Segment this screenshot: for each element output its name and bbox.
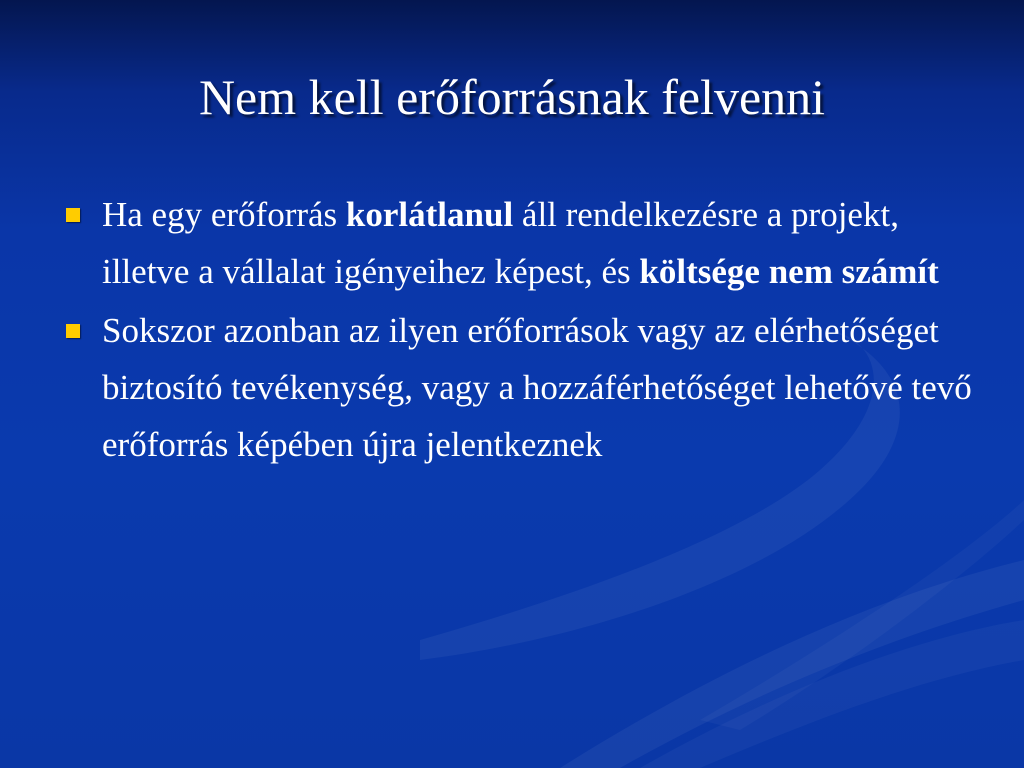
bullet-text-segment: áll rendelkezésre a projekt, illetve a vállalat igényeihez képest, és [102, 195, 899, 291]
square-bullet-icon [66, 208, 80, 222]
square-bullet-icon [66, 324, 80, 338]
bullet-text-segment: Sokszor azonban az ilyen erőforrások vagy az elérhetőséget biztosító tevékenység, vagy a hozzáférhetőséget lehetővé tevő erőforrás képében újra jelentkeznek [102, 311, 972, 464]
bullet-text-bold-segment: korlátlanul [345, 195, 514, 234]
bullet-text-bold-segment: költsége nem számít [639, 252, 939, 291]
bullet-item [60, 302, 980, 473]
bullet-text-segment: Ha egy erőforrás [102, 195, 346, 234]
bullet-list [60, 186, 980, 475]
slide-title: Nem kell erőforrásnak felvenni [198, 69, 826, 125]
bullet-item [60, 186, 980, 300]
